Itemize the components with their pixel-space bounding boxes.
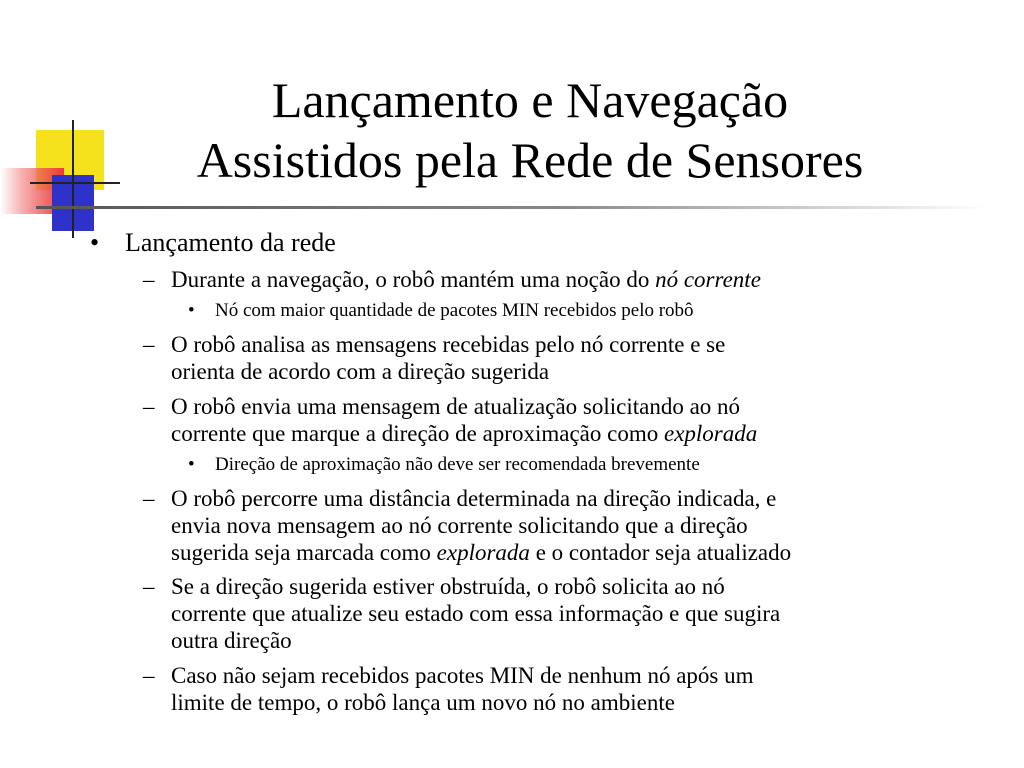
bullet-marker: •	[188, 454, 195, 475]
subbullet-timeout	[143, 662, 754, 716]
text-line	[171, 539, 791, 566]
text-line: limite de tempo, o robô lança um novo nó no ambiente	[171, 690, 675, 715]
bullet-marker: •	[188, 300, 195, 321]
dash-marker: –	[143, 663, 155, 688]
title-divider	[36, 206, 988, 209]
subbullet-send-update	[143, 393, 757, 447]
italic-term: explorada	[436, 540, 530, 565]
subsubbullet-node-criteria	[188, 299, 694, 322]
text-line	[171, 420, 757, 447]
text-line: O robô analisa as mensagens recebidas pelo nó corrente e se	[171, 332, 726, 357]
text-line: corrente que atualize seu estado com essa informação e que sugira	[171, 601, 781, 626]
text-line: envia nova mensagem ao nó corrente solicitando que a direção	[171, 513, 748, 538]
text-segment: sugerida seja marcada como	[171, 540, 437, 565]
subsubbullet-text: Direção de aproximação não deve ser recomendada brevemente	[215, 454, 700, 475]
vertical-line	[72, 120, 74, 238]
dash-marker: –	[143, 332, 155, 357]
subbullet-current-node	[143, 266, 761, 293]
text-line: O robô envia uma mensagem de atualização solicitando ao nó	[171, 394, 741, 419]
slide-title	[90, 70, 970, 190]
title-line-2: Assistidos pela Rede de Sensores	[196, 132, 864, 188]
text-line: Se a direção sugerida estiver obstruída, o robô solicita ao nó	[171, 574, 725, 599]
subbullet-obstructed	[143, 573, 780, 654]
bullet-text: Lançamento da rede	[125, 228, 336, 257]
italic-term: nó corrente	[655, 267, 761, 292]
bullet-marker: •	[90, 228, 100, 257]
subsubbullet-text: Nó com maior quantidade de pacotes MIN recebidos pelo robô	[215, 300, 694, 321]
dash-marker: –	[143, 394, 155, 419]
subbullet-travel-distance	[143, 485, 791, 566]
dash-marker: –	[143, 267, 155, 292]
title-line-1: Lançamento e Navegação	[271, 72, 789, 128]
subbullet-analyze-messages	[143, 331, 725, 385]
dash-marker: –	[143, 486, 155, 511]
text-segment: e o contador seja atualizado	[529, 540, 792, 565]
text-segment: corrente que marque a direção de aproximação como	[171, 421, 664, 446]
text-segment: Durante a navegação, o robô mantém uma noção do	[171, 267, 656, 292]
subsubbullet-approach-direction	[188, 453, 700, 476]
text-line: outra direção	[171, 628, 292, 653]
bullet-launch	[90, 228, 336, 258]
text-line: Caso não sejam recebidos pacotes MIN de nenhum nó após um	[171, 663, 754, 688]
text-line: O robô percorre uma distância determinada na direção indicada, e	[171, 486, 777, 511]
text-line: orienta de acordo com a direção sugerida	[171, 359, 550, 384]
dash-marker: –	[143, 574, 155, 599]
italic-term: explorada	[663, 421, 758, 446]
subbullet-text	[171, 266, 761, 293]
